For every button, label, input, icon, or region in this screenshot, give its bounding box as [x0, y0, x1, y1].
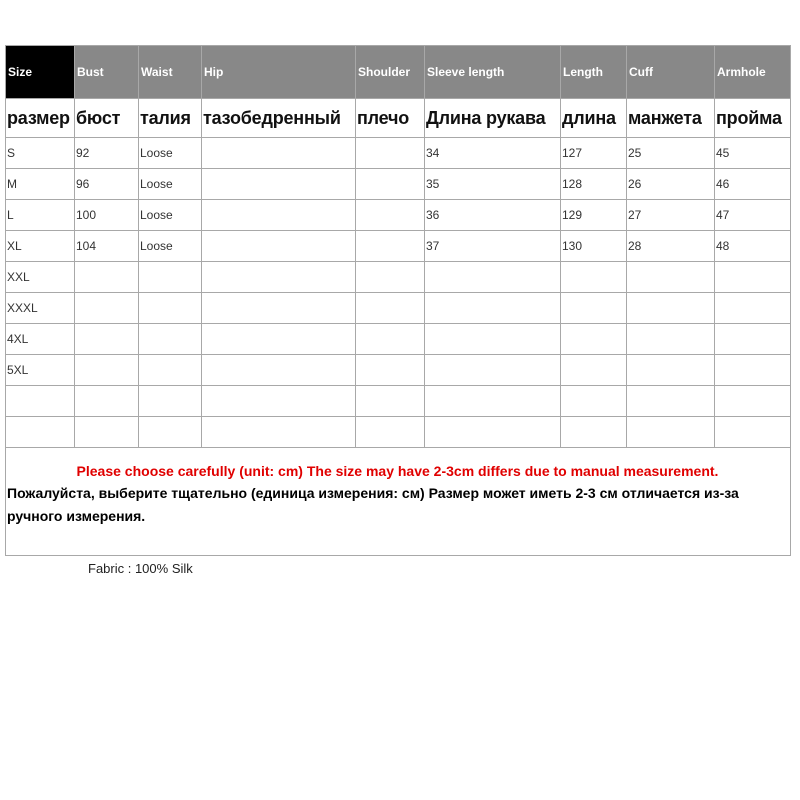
- table-cell: 100: [75, 200, 139, 231]
- table-cell: [627, 324, 715, 355]
- table-cell: 48: [715, 231, 791, 262]
- header-cell-russian: талия: [139, 99, 202, 138]
- table-cell: 26: [627, 169, 715, 200]
- table-cell: [425, 262, 561, 293]
- table-cell: [139, 386, 202, 417]
- table-cell: [6, 417, 75, 448]
- table-cell: [202, 417, 356, 448]
- size-chart-body: [6, 46, 791, 556]
- table-cell: 25: [627, 138, 715, 169]
- table-cell: [202, 138, 356, 169]
- table-row: [6, 200, 791, 231]
- table-cell: 96: [75, 169, 139, 200]
- header-cell: Shoulder: [356, 46, 425, 99]
- table-cell: [356, 355, 425, 386]
- table-cell: [715, 293, 791, 324]
- header-cell: Sleeve length: [425, 46, 561, 99]
- table-row: [6, 293, 791, 324]
- table-cell: [561, 262, 627, 293]
- table-cell: [202, 324, 356, 355]
- header-cell-russian: пройма: [715, 99, 791, 138]
- table-cell: [75, 417, 139, 448]
- table-cell: [356, 169, 425, 200]
- fabric-info: Fabric : 100% Silk: [88, 561, 193, 576]
- table-cell: 46: [715, 169, 791, 200]
- table-row: [6, 231, 791, 262]
- table-cell: [715, 386, 791, 417]
- table-cell: XXXL: [6, 293, 75, 324]
- table-row: [6, 386, 791, 417]
- header-cell: Armhole: [715, 46, 791, 99]
- measurement-note-row: [6, 448, 791, 556]
- table-cell: [627, 293, 715, 324]
- table-row: [6, 355, 791, 386]
- table-cell: Loose: [139, 200, 202, 231]
- table-cell: [561, 293, 627, 324]
- note-russian: Пожалуйста, выберите тщательно (единица измерения: см) Размер может иметь 2-3 см отличается из-за ручного измерения.: [7, 485, 739, 524]
- table-cell: [627, 417, 715, 448]
- table-cell: [356, 200, 425, 231]
- table-cell: [425, 386, 561, 417]
- measurement-note: [6, 448, 791, 556]
- table-cell: [202, 200, 356, 231]
- header-cell: Bust: [75, 46, 139, 99]
- table-cell: [715, 417, 791, 448]
- table-cell: [75, 355, 139, 386]
- table-cell: [202, 262, 356, 293]
- table-cell: [425, 417, 561, 448]
- header-cell: Cuff: [627, 46, 715, 99]
- table-cell: [202, 386, 356, 417]
- header-cell-russian: плечо: [356, 99, 425, 138]
- table-cell: 36: [425, 200, 561, 231]
- header-cell-russian: тазобедренный: [202, 99, 356, 138]
- header-cell-russian: размер: [6, 99, 75, 138]
- table-cell: 128: [561, 169, 627, 200]
- table-cell: [356, 231, 425, 262]
- table-cell: [75, 324, 139, 355]
- table-cell: 37: [425, 231, 561, 262]
- table-cell: [561, 386, 627, 417]
- table-cell: 34: [425, 138, 561, 169]
- table-cell: [139, 355, 202, 386]
- table-cell: M: [6, 169, 75, 200]
- table-cell: [6, 386, 75, 417]
- table-cell: 129: [561, 200, 627, 231]
- table-cell: [715, 262, 791, 293]
- header-cell-russian: длина: [561, 99, 627, 138]
- table-cell: [627, 355, 715, 386]
- table-row: [6, 138, 791, 169]
- table-cell: [425, 293, 561, 324]
- header-cell-russian: Длина рукава: [425, 99, 561, 138]
- table-cell: S: [6, 138, 75, 169]
- table-row: [6, 324, 791, 355]
- table-cell: [139, 262, 202, 293]
- table-cell: 130: [561, 231, 627, 262]
- note-english: Please choose carefully (unit: cm) The size may have 2-3cm differs due to manual measurement.: [76, 463, 719, 479]
- table-row: [6, 417, 791, 448]
- table-cell: [356, 417, 425, 448]
- table-cell: Loose: [139, 231, 202, 262]
- table-cell: [425, 324, 561, 355]
- table-cell: L: [6, 200, 75, 231]
- table-cell: [139, 293, 202, 324]
- table-cell: [356, 138, 425, 169]
- table-cell: [715, 355, 791, 386]
- table-cell: [356, 324, 425, 355]
- header-cell-russian: бюст: [75, 99, 139, 138]
- table-cell: 4XL: [6, 324, 75, 355]
- table-cell: [202, 169, 356, 200]
- table-cell: 28: [627, 231, 715, 262]
- table-cell: 27: [627, 200, 715, 231]
- table-cell: Loose: [139, 169, 202, 200]
- table-cell: [75, 293, 139, 324]
- table-cell: 5XL: [6, 355, 75, 386]
- table-cell: 45: [715, 138, 791, 169]
- size-chart-table: [5, 45, 790, 556]
- table-cell: Loose: [139, 138, 202, 169]
- table-row: [6, 169, 791, 200]
- table-cell: [75, 262, 139, 293]
- table-cell: XL: [6, 231, 75, 262]
- table-cell: [356, 386, 425, 417]
- table-cell: [356, 262, 425, 293]
- header-cell-russian: манжета: [627, 99, 715, 138]
- table-cell: 92: [75, 138, 139, 169]
- header-cell: Waist: [139, 46, 202, 99]
- table-cell: [202, 355, 356, 386]
- table-cell: [202, 231, 356, 262]
- table-cell: [561, 355, 627, 386]
- table-cell: [561, 324, 627, 355]
- header-cell: Size: [6, 46, 75, 99]
- table-row: [6, 262, 791, 293]
- table-cell: [139, 324, 202, 355]
- header-row: [6, 46, 791, 99]
- table-cell: [561, 417, 627, 448]
- header-cell: Length: [561, 46, 627, 99]
- table-cell: [75, 386, 139, 417]
- table-cell: [627, 262, 715, 293]
- table-cell: XXL: [6, 262, 75, 293]
- table-cell: [139, 417, 202, 448]
- table-cell: [202, 293, 356, 324]
- table-cell: [425, 355, 561, 386]
- table-cell: 127: [561, 138, 627, 169]
- table-cell: [715, 324, 791, 355]
- header-row-russian: [6, 99, 791, 138]
- header-cell: Hip: [202, 46, 356, 99]
- table-cell: 104: [75, 231, 139, 262]
- table-cell: [627, 386, 715, 417]
- table-cell: 35: [425, 169, 561, 200]
- table-cell: 47: [715, 200, 791, 231]
- table-cell: [356, 293, 425, 324]
